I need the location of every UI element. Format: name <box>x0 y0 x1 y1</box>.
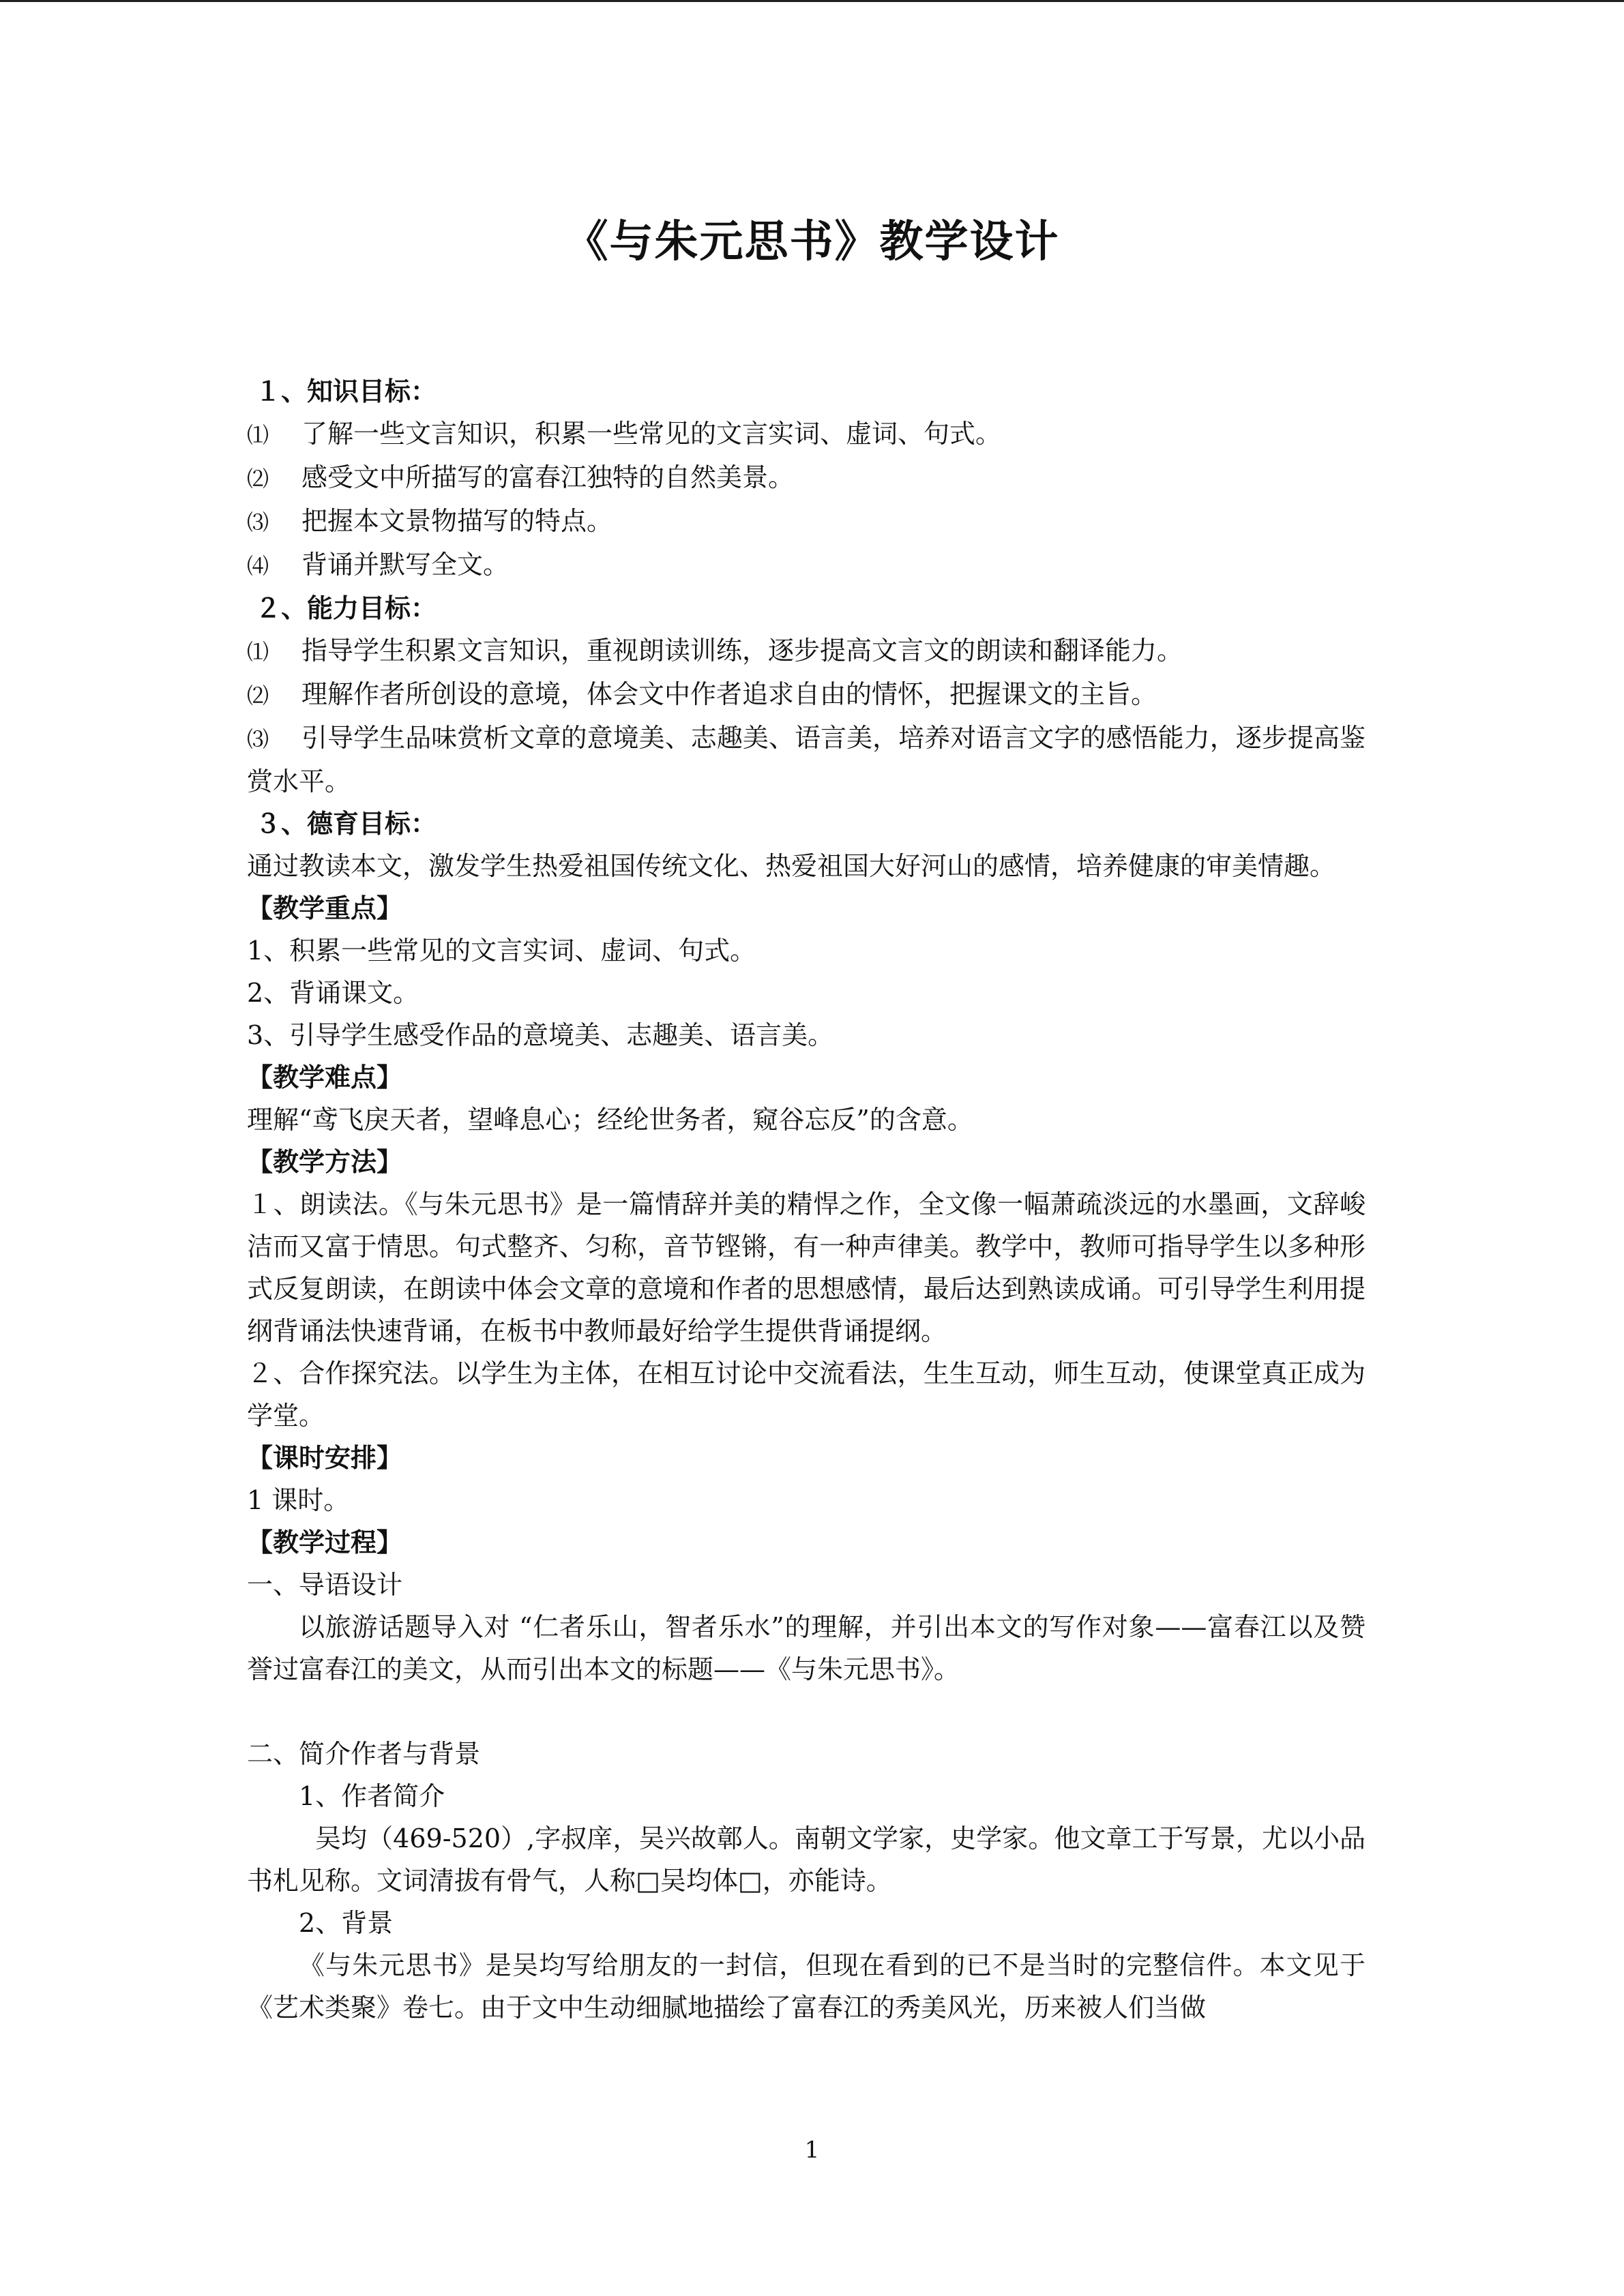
list-number: ⑴ <box>247 422 269 448</box>
document-body <box>247 370 1365 2029</box>
list-number: ⑶ <box>247 509 269 535</box>
list-item <box>247 629 1365 673</box>
process-heading: 【教学过程】 <box>247 1527 403 1557</box>
difficulty-text: 理解“鸢飞戾天者，望峰息心；经纶世务者，窥谷忘反”的含意。 <box>247 1105 973 1135</box>
list-text: 背诵并默写全文。 <box>301 550 510 580</box>
list-item <box>247 673 1365 717</box>
list-item <box>247 456 1365 500</box>
list-text: 指导学生积累文言知识，重视朗读训练，逐步提高文言文的朗读和翻译能力。 <box>301 636 1183 666</box>
schedule-heading: 【课时安排】 <box>247 1443 403 1473</box>
list-text: 引导学生品味赏析文章的意境美、志趣美、语言美，培养对语言文字的感悟能力，逐步提高鉴赏水平。 <box>247 723 1365 796</box>
moral-goals-heading: ３、德育目标： <box>255 809 437 839</box>
page-number: 1 <box>804 2136 820 2164</box>
list-item: 2、背诵课文。 <box>247 978 419 1008</box>
page-title: 《与朱元思书》教学设计 <box>564 217 1060 267</box>
author-background-heading: 二、简介作者与背景 <box>247 1739 481 1769</box>
moral-goals-text: 通过教读本文，激发学生热爱祖国传统文化、热爱祖国大好河山的感情，培养健康的审美情趣。 <box>247 851 1336 881</box>
methods-heading: 【教学方法】 <box>247 1147 403 1177</box>
list-text: 理解作者所创设的意境，体会文中作者追求自由的情怀，把握课文的主旨。 <box>301 679 1157 709</box>
background-heading: 2、背景 <box>299 1908 394 1938</box>
list-item <box>247 413 1365 456</box>
section-gap <box>247 1690 1365 1733</box>
list-item <box>247 543 1365 587</box>
list-number: ⑶ <box>247 726 269 752</box>
list-text: 把握本文景物描写的特点。 <box>301 506 613 536</box>
intro-design-text: 以旅游话题导入对 “仁者乐山，智者乐水”的理解，并引出本文的写作对象——富春江以及赞誉过富春江的美文，从而引出本文的标题——《与朱元思书》。 <box>247 1612 1365 1684</box>
list-text: 感受文中所描写的富春江独特的自然美景。 <box>301 462 795 492</box>
list-number: ⑵ <box>247 466 269 492</box>
author-intro-heading: 1、作者简介 <box>299 1781 445 1811</box>
key-points-heading: 【教学重点】 <box>247 893 403 923</box>
background-text: 《与朱元思书》是吴均写给朋友的一封信，但现在看到的已不是当时的完整信件。本文见于《艺术类聚》卷七。由于文中生动细腻地描绘了富春江的秀美风光，历来被人们当做 <box>247 1950 1365 2023</box>
list-text: 了解一些文言知识，积累一些常见的文言实词、虚词、句式。 <box>301 419 1002 449</box>
list-number: ⑷ <box>247 553 269 579</box>
schedule-text: 1 课时。 <box>247 1485 350 1515</box>
intro-design-heading: 一、导语设计 <box>247 1570 403 1600</box>
list-number: ⑴ <box>247 639 269 665</box>
list-item <box>247 500 1365 543</box>
method-paragraph: １、朗读法。《与朱元思书》是一篇情辞并美的精悍之作，全文像一幅萧疏淡远的水墨画，文辞峻洁而又富于情思。句式整齐、匀称，音节铿锵，有一种声律美。教学中，教师可指导学生以多种形式反复朗读，在朗读中体会文章的意境和作者的思想感情，最后达到熟读成诵。可引导学生利用提纲背诵法快速背诵，在板书中教师最好给学生提供背诵提纲。 <box>247 1189 1365 1346</box>
knowledge-goals-heading: １、知识目标： <box>255 376 437 406</box>
list-item: 1、积累一些常见的文言实词、虚词、句式。 <box>247 936 756 966</box>
author-intro-text: 吴均（469-520）,字叔庠，吴兴故鄣人。南朝文学家，史学家。他文章工于写景，尤以小品书札见称。文词清拔有骨气，人称□吴均体□，亦能诗。 <box>247 1823 1365 1896</box>
ability-goals-heading: ２、能力目标： <box>255 593 437 623</box>
list-item: 3、引导学生感受作品的意境美、志趣美、语言美。 <box>247 1020 834 1050</box>
method-paragraph: ２、合作探究法。以学生为主体，在相互讨论中交流看法，生生互动，师生互动，使课堂真正成为学堂。 <box>247 1358 1365 1431</box>
list-number: ⑵ <box>247 683 269 709</box>
difficulty-heading: 【教学难点】 <box>247 1062 403 1092</box>
list-item <box>247 717 1365 803</box>
